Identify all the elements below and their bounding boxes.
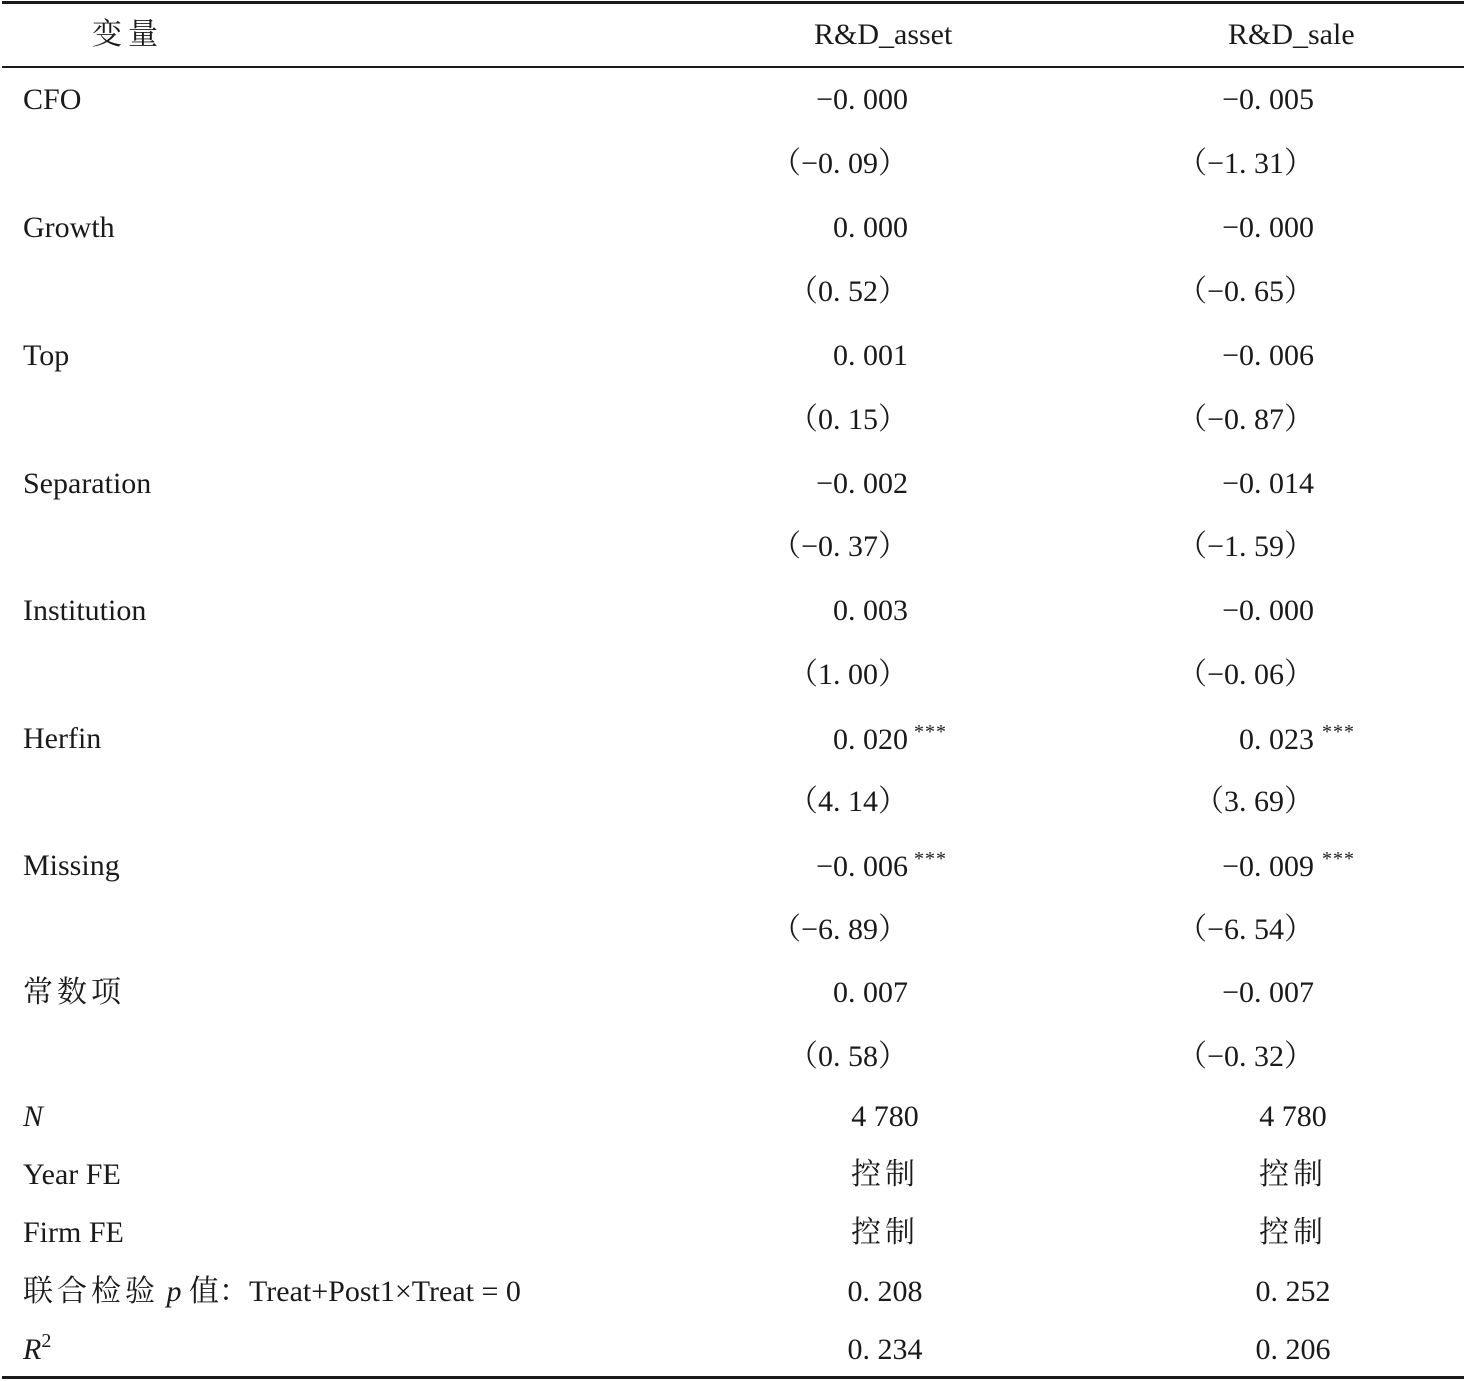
tstat-rd-sale: （−0. 06） (1177, 658, 1314, 691)
coef-rd-sale: −0. 009 (1222, 850, 1314, 883)
joint-test-p: p (166, 1275, 182, 1308)
coef-rd-asset: 0. 003 (833, 594, 908, 627)
row-label: Top (23, 339, 70, 372)
footer-value-rd-asset: 0. 234 (847, 1333, 923, 1366)
table-top-rule (2, 1, 1464, 4)
row-label: CFO (23, 83, 82, 116)
footer-value-rd-sale: 0. 206 (1255, 1333, 1331, 1366)
tstat-rd-asset: （1. 00） (788, 658, 908, 691)
footer-value-rd-sale: 控制 (1259, 1216, 1327, 1249)
footer-value-rd-asset: 4 780 (851, 1100, 919, 1133)
coef-rd-sale: −0. 005 (1222, 83, 1314, 116)
tstat-rd-sale: （−1. 31） (1177, 147, 1314, 180)
coef-rd-asset: 0. 000 (833, 211, 908, 244)
coef-rd-asset: −0. 000 (816, 83, 908, 116)
tstat-rd-asset: （0. 58） (788, 1040, 908, 1073)
coef-rd-sale: −0. 014 (1222, 467, 1314, 500)
significance-stars: *** (914, 721, 947, 743)
coef-rd-asset: 0. 001 (833, 339, 908, 372)
row-label: Separation (23, 467, 152, 500)
table-header-rule (2, 66, 1464, 68)
footer-label-firm-fe: Firm FE (23, 1216, 124, 1249)
significance-stars: *** (1322, 848, 1355, 870)
footer-label-n: N (23, 1100, 44, 1133)
row-label: Missing (23, 849, 120, 882)
row-label: Growth (23, 211, 115, 244)
tstat-rd-sale: （−1. 59） (1177, 530, 1314, 563)
significance-stars: *** (1322, 721, 1355, 743)
coef-rd-sale: −0. 000 (1222, 211, 1314, 244)
tstat-rd-asset: （−0. 09） (771, 147, 908, 180)
significance-stars: *** (914, 848, 947, 870)
tstat-rd-asset: （−0. 37） (771, 530, 908, 563)
header-rd-asset: R&D_asset (814, 18, 953, 51)
footer-value-rd-sale: 控制 (1259, 1158, 1327, 1191)
row-label: Herfin (23, 722, 102, 755)
footer-value-rd-sale: 4 780 (1259, 1100, 1327, 1133)
tstat-rd-sale: （−0. 65） (1177, 275, 1314, 308)
row-label: Institution (23, 594, 147, 627)
tstat-rd-sale: （3. 69） (1194, 785, 1314, 818)
tstat-rd-sale: （−0. 87） (1177, 403, 1314, 436)
tstat-rd-sale: （−6. 54） (1177, 913, 1314, 946)
footer-value-rd-sale: 0. 252 (1255, 1275, 1331, 1308)
footer-label-year-fe: Year FE (23, 1158, 121, 1191)
header-rd-sale: R&D_sale (1228, 18, 1355, 51)
footer-label-joint-test (23, 1274, 521, 1310)
tstat-rd-asset: （0. 15） (788, 403, 908, 436)
coef-rd-sale: −0. 000 (1222, 594, 1314, 627)
coef-rd-asset: −0. 002 (816, 467, 908, 500)
tstat-rd-asset: （−6. 89） (771, 913, 908, 946)
coef-rd-sale: −0. 007 (1222, 976, 1314, 1009)
joint-test-prefix: 联合检验 (23, 1275, 159, 1308)
tstat-rd-sale: （−0. 32） (1177, 1040, 1314, 1073)
r-squared-exponent: 2 (41, 1330, 52, 1352)
joint-test-suffix: 值：Treat+Post1×Treat = 0 (189, 1275, 521, 1308)
coef-rd-sale: −0. 006 (1222, 339, 1314, 372)
coef-rd-asset: 0. 020 (833, 723, 908, 756)
row-label: 常数项 (23, 976, 125, 1009)
footer-value-rd-asset: 控制 (851, 1158, 919, 1191)
footer-value-rd-asset: 控制 (851, 1216, 919, 1249)
footer-label-r-squared (23, 1332, 51, 1368)
tstat-rd-asset: （0. 52） (788, 275, 908, 308)
footer-value-rd-asset: 0. 208 (847, 1275, 923, 1308)
coef-rd-asset: −0. 006 (816, 850, 908, 883)
coef-rd-sale: 0. 023 (1239, 723, 1314, 756)
table-bottom-rule (2, 1376, 1464, 1379)
r-squared-r: R (23, 1333, 42, 1366)
coef-rd-asset: 0. 007 (833, 976, 908, 1009)
tstat-rd-asset: （4. 14） (788, 785, 908, 818)
header-variable: 变量 (92, 18, 164, 51)
